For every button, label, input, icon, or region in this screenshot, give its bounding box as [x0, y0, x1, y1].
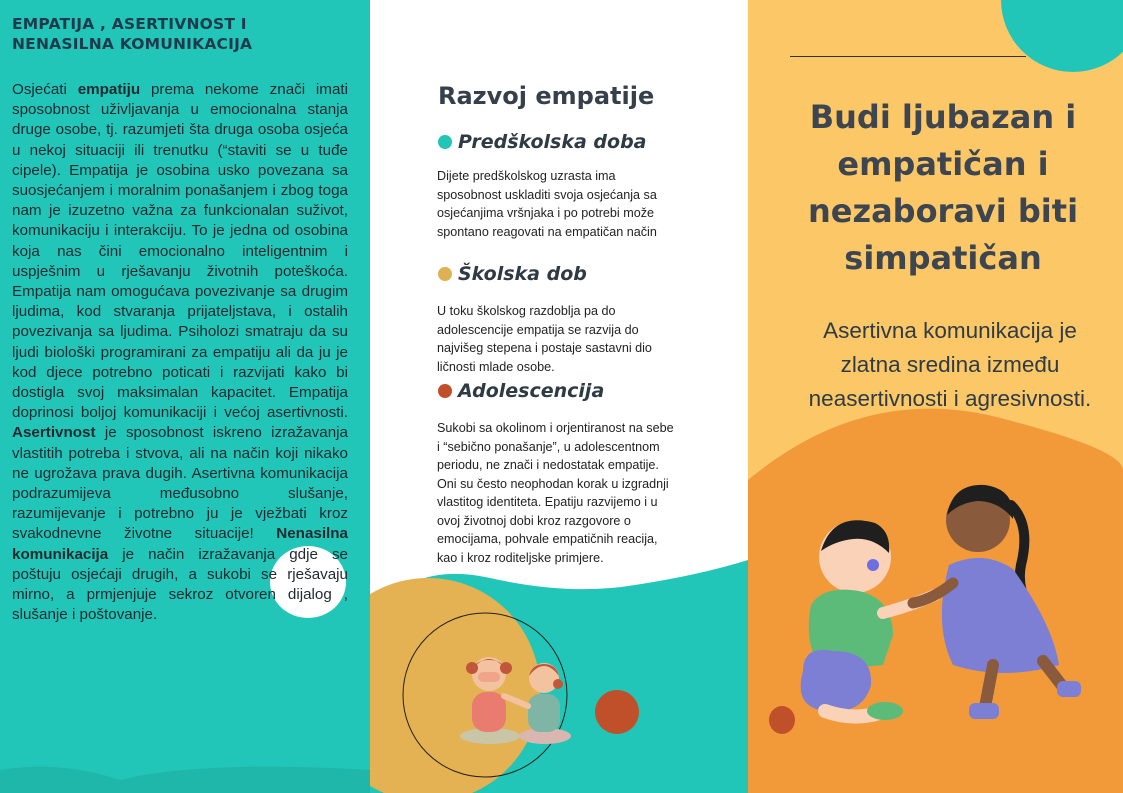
title-divider	[790, 56, 1026, 57]
title-line-2: NENASILNA KOMUNIKACIJA	[12, 35, 253, 53]
body-segment: je način izražavanja gdje se poštuju osjećaji drugih, a sukobi se rješavaju mirno, a prmjenjuje sekroz otvoren dijalog , slušanje i poštovanje.	[12, 545, 348, 624]
teal-bullet-icon	[438, 135, 452, 149]
bottom-wave-decor	[0, 767, 370, 793]
section-title-text: Adolescencija	[458, 380, 605, 402]
section-title-school	[438, 263, 587, 285]
comforting-children-illustration	[452, 650, 582, 750]
right-quote: Asertivna komunikacija je zlatna sredina između neasertivnosti i agresivnosti.	[808, 318, 1092, 411]
body-segment: je sposobnost iskreno izražavanja vlastitih potreba i stvova, ali na način koji nikako ne ugrožava prava dugih. Asertivna komunikacija podrazumijeva međusobno slušanje, razumijevanje i potrebno ju je vježbati kroz svakodnevne životne situacije!	[12, 424, 348, 543]
left-body-text	[12, 80, 348, 625]
section-body-school: U toku školskog razdoblja pa do adolescencije empatija se razvija do najvišeg stepena i postaje sastavni dio ličnosti mlade osobe.	[437, 304, 652, 374]
section-title-adolescence	[438, 380, 604, 402]
rust-dot-decor	[595, 690, 639, 734]
keyword-empatija: empatiju	[77, 81, 141, 98]
middle-heading: Razvoj empatije	[438, 82, 655, 110]
section-title-text: Predškolska doba	[458, 131, 647, 153]
rust-bullet-icon	[438, 384, 452, 398]
right-title: Budi ljubazan i empatičan i nezaboravi biti simpatičan	[807, 98, 1079, 277]
section-body-adolescence: Sukobi sa okolinom i orjentiranost na sebe i “sebično ponašanje”, u adolescentnom periodu, ne znači i nedostatak empatije. Oni su često neophodan korak u izgradnji vlastitog identiteta. Epatiju razvijemo i u ovoj životnoj dobi kroz razgovore o emocijama, pohvale empatičnih reacija, kao i kroz roditeljske primjere.	[437, 421, 674, 565]
mustard-bullet-icon	[438, 267, 452, 281]
section-title-text: Školska dob	[458, 263, 587, 285]
keyword-asertivnost: Asertivnost	[12, 424, 96, 442]
teal-corner-circle-decor	[1001, 0, 1123, 72]
left-title	[12, 14, 352, 54]
reaching-children-illustration	[763, 475, 1103, 735]
title-line-1: EMPATIJA , ASERTIVNOST I	[12, 15, 247, 33]
keyword-nenasilna: Nenasilna komunikacija	[12, 525, 348, 563]
section-body-preschool: Dijete predškolskog uzrasta ima sposobnost uskladiti svoja osjećanja sa osjećanjima vršnjaka i po potrebi može spontano reagovati na empatičan način	[437, 169, 657, 239]
body-segment: prema nekome znači imati sposobnost uživljavanja u emocionalna stanja druge osobe, tj. razumjeti šta druga osoba osjeća u nekoj situaciji ili trenutku (“staviti se u tuđe cipele). Empatija je osobina usko povezana sa suosjećanjem i moralnim ponašanjem i zbog toga nam je izuzetno važna za funkcionalan suživot, komunikaciju i interakciju. To je jedna od osobina koja nas čini emocionalno inteligentnim i uspješnim u rješavanju životnih poteškoća. Empatija nam omogućava povezivanje sa drugim ljudima, kod stvaranja prijateljstava, i ostalih povezivanja sa ljudima. Psiholozi smatraju da su ljudi biološki programirani za empatiju ali da ju je kod djece potrebno poticati i razvijati kako bi dostigla svoj maksimalan kapacitet. Empatija doprinosi boljoj komunikaciji i većoj asertivnosti.	[12, 81, 348, 422]
section-title-preschool	[438, 131, 647, 153]
body-segment: Osjećati	[12, 81, 78, 98]
left-panel	[0, 0, 370, 793]
